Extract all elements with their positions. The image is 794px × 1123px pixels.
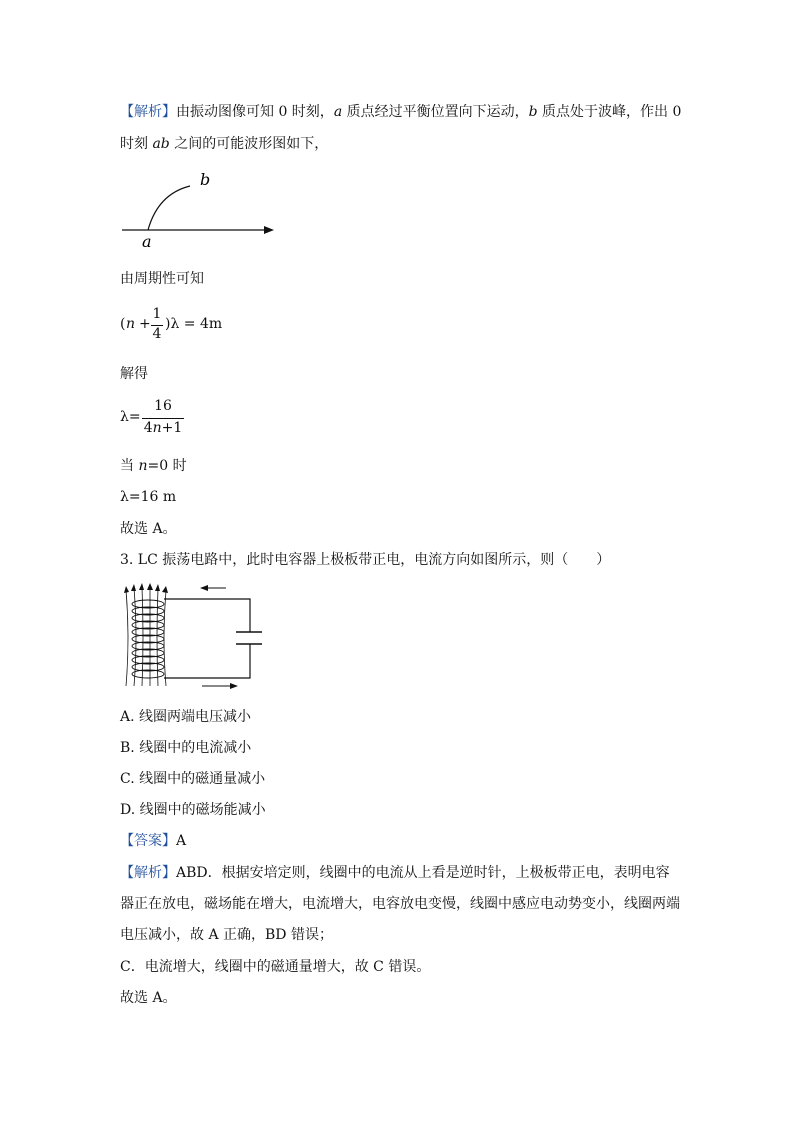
answer-tag: 【答案】 (120, 833, 176, 849)
eq1-n: n (126, 316, 136, 332)
question-3: 3. LC 振荡电路中，此时电容器上极板带正电，电流方向如图所示，则（ ） (120, 552, 611, 568)
answer-value: A (176, 833, 187, 849)
option-a: A. 线圈两端电压减小 (120, 709, 252, 725)
result-line: λ=16 m (120, 489, 177, 505)
eq1-den: 4 (152, 326, 162, 342)
option-d: D. 线圈中的磁场能减小 (120, 802, 266, 818)
text: 时刻 (120, 136, 153, 152)
analysis-line-1 (120, 102, 681, 122)
option-b: B. 线圈中的电流减小 (120, 740, 252, 756)
text: 质点处于波峰，作出 0 (537, 104, 682, 120)
choose-line-1: 故选 A。 (120, 521, 177, 537)
option-c: C. 线圈中的磁通量减小 (120, 771, 266, 787)
equation-2 (120, 398, 320, 440)
axis-arrow-icon (264, 226, 274, 234)
label-b: b (200, 170, 211, 189)
text: 由振动图像可知 0 时刻， (176, 104, 334, 120)
eq1-num: 1 (152, 306, 162, 322)
field-arrow-icon (124, 583, 168, 593)
analysis-tag: 【解析】 (120, 865, 176, 881)
current-arrow-right-icon (230, 683, 238, 689)
answer-line (120, 831, 186, 851)
lc-circuit-figure (122, 582, 262, 692)
eq2-lhs: λ= (120, 409, 141, 425)
text: 之间的可能波形图如下， (169, 136, 329, 152)
label-a: a (142, 232, 152, 250)
eq1-plus: + (139, 316, 151, 332)
when-line: 当 n=0 时 (120, 458, 187, 474)
current-arrow-left-icon (200, 585, 208, 591)
var-ab: ab (152, 136, 170, 152)
eq1-rest: )λ = 4m (165, 316, 223, 332)
coil (132, 600, 164, 678)
analysis2-line-5: 故选 A。 (120, 990, 177, 1006)
var-a: a (333, 104, 343, 120)
eq2-num: 16 (154, 398, 172, 414)
text: 质点经过平衡位置向下运动， (342, 104, 529, 120)
equation-1 (120, 306, 320, 346)
wave-curve (148, 186, 190, 230)
analysis-tag: 【解析】 (120, 104, 176, 120)
analysis2-line-2: 器正在放电，磁场能在增大，电流增大，电容放电变慢，线圈中感应电动势变小，线圈两端 (120, 896, 680, 912)
solve-text: 解得 (120, 366, 148, 382)
analysis2-line-3: 电压减小，故 A 正确，BD 错误； (120, 927, 333, 943)
eq1-open: ( (120, 316, 126, 332)
eq2-frac-bar (142, 418, 184, 419)
analysis2-line-1: 【解析】ABD．根据安培定则，线圈中的电流从上看是逆时针，上极板带正电，表明电容 (120, 865, 670, 881)
var-b: b (528, 104, 538, 120)
wave-figure (118, 170, 288, 250)
periodicity-text: 由周期性可知 (120, 271, 204, 287)
analysis2-line-4: C．电流增大，线圈中的磁通量增大，故 C 错误。 (120, 959, 431, 975)
analysis-line-2 (120, 134, 328, 154)
eq2-den: 4n+1 (143, 420, 183, 436)
